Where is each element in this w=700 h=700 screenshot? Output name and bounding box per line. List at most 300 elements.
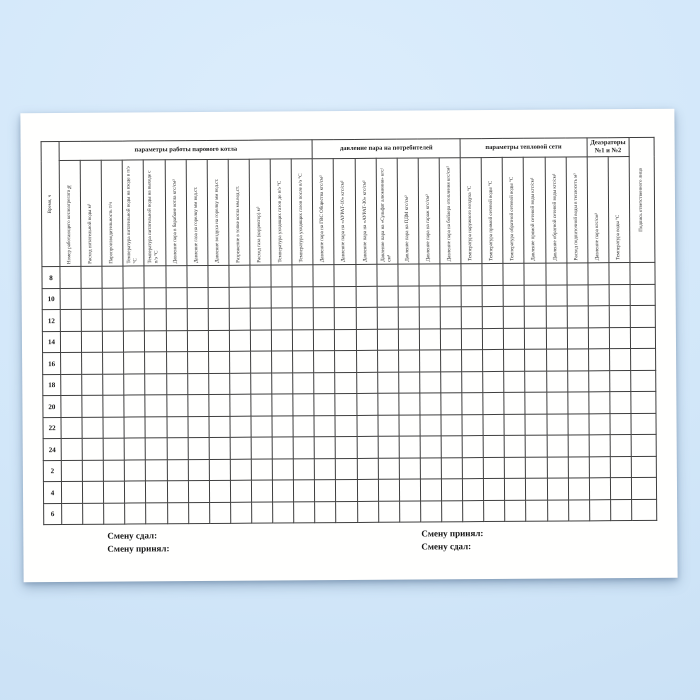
log-cell [568,500,589,522]
column-header-boiler-number: Номер работающего котлоагрегата № [59,161,81,267]
log-cell [292,265,313,287]
hour-label: 24 [43,439,61,461]
log-cell [377,329,398,351]
log-cell [146,438,167,460]
log-cell [272,437,293,459]
log-cell [462,436,483,458]
log-cell [567,349,588,371]
log-cell [630,306,655,328]
log-cell [356,351,377,373]
column-header-steam-output: Паропроизводительность т/ч [101,160,123,266]
log-cell [167,416,188,438]
log-cell [463,479,484,501]
log-cell [83,503,104,525]
log-cell [103,331,124,353]
log-cell [336,501,357,523]
log-cell [419,329,440,351]
log-cell [630,284,655,306]
log-cell [294,501,315,523]
log-cell [82,417,103,439]
log-cell [103,374,124,396]
log-cell [104,460,125,482]
log-cell [102,266,123,288]
log-cell [610,435,631,457]
column-header-air-pressure-burner: Давление воздуха на горелку мм вод.ст. [207,160,229,266]
log-cell [273,480,294,502]
log-cell [166,373,187,395]
log-cell [419,286,440,308]
column-header-steam-pressure-pdm: Давление пара на ПДМ кгс/см² [397,158,419,264]
log-cell [82,352,103,374]
log-cell [419,307,440,329]
log-cell [461,307,482,329]
signature-column-header [629,137,655,262]
hour-label: 16 [43,353,61,375]
log-cell [271,265,292,287]
log-cell [314,437,335,459]
log-cell [314,329,335,351]
log-cell [146,460,167,482]
log-cell [567,392,588,414]
log-cell [588,306,609,328]
log-cell [526,500,547,522]
hour-label: 2 [43,460,61,482]
hour-label: 6 [44,503,62,525]
log-cell [420,415,441,437]
log-cell [399,479,420,501]
log-table-body [42,263,657,525]
log-cell [272,394,293,416]
log-cell [251,437,272,459]
group-steam-pressure-consumers: давление пара на потребителей [312,139,460,159]
log-cell [314,308,335,330]
log-cell [293,415,314,437]
log-cell [631,435,656,457]
log-cell [167,438,188,460]
log-cell [398,329,419,351]
log-cell [547,435,568,457]
log-cell [483,414,504,436]
log-cell [420,372,441,394]
log-cell [292,308,313,330]
log-cell [483,457,504,479]
log-cell [336,480,357,502]
log-cell [377,393,398,415]
column-header-return-network-water-temp: Температура обратной сетевой воды °С [502,158,524,264]
log-cell [420,479,441,501]
log-cell [610,499,631,521]
log-cell [567,306,588,328]
hour-label: 10 [42,288,60,310]
log-cell [335,286,356,308]
column-header-steam-pressure-garage: Давление пара на гараж кгс/см² [418,158,440,264]
log-cell [230,437,251,459]
log-cell [609,327,630,349]
log-cell [146,481,167,503]
log-cell [315,480,336,502]
log-cell [167,502,188,524]
log-cell [525,306,546,328]
log-cell [588,284,609,306]
group-boiler-parameters: параметры работы парового котла [59,140,312,161]
log-cell [146,503,167,525]
log-cell [630,327,655,349]
log-cell [272,459,293,481]
log-cell [124,331,145,353]
log-cell [441,414,462,436]
log-cell [272,373,293,395]
log-cell [420,393,441,415]
log-cell [589,456,610,478]
log-cell [546,414,567,436]
column-header-steam-pressure-boilers: Давление пара на бойлера отопления кгс/см² [439,158,461,264]
log-cell [504,328,525,350]
log-cell [251,373,272,395]
log-cell [60,331,81,353]
log-cell [293,372,314,394]
log-cell [61,482,82,504]
log-cell [229,351,250,373]
hour-label: 8 [42,267,60,289]
log-cell [271,287,292,309]
log-cell [610,392,631,414]
log-cell [441,350,462,372]
log-cell [357,480,378,502]
log-cell [356,372,377,394]
column-header-steam-pressure-gvs: Давление пара на ГВС Общества кгс/см² [313,159,335,265]
log-cell [398,264,419,286]
column-header-return-network-water-pressure: Давление обратной сетевой воды кгс/см² [545,157,567,263]
log-cell [230,502,251,524]
hour-label: 20 [43,396,61,418]
log-cell [82,438,103,460]
log-cell [314,394,335,416]
log-cell [272,351,293,373]
column-header-deaerator-steam-pressure: Давление пара кгс/см² [587,157,609,263]
log-cell [482,264,503,286]
log-cell [81,288,102,310]
log-cell [567,371,588,393]
log-cell [209,416,230,438]
log-cell [546,285,567,307]
log-cell [547,457,568,479]
log-cell [144,266,165,288]
log-cell [125,460,146,482]
log-cell [61,353,82,375]
column-header-gas-pressure-burner: Давление газа на горелку мм вод.ст. [186,160,208,266]
log-cell [336,437,357,459]
log-cell [145,288,166,310]
log-cell [188,502,209,524]
log-cell [567,285,588,307]
log-cell [526,457,547,479]
log-cell [61,396,82,418]
log-cell [145,309,166,331]
log-cell [461,328,482,350]
log-cell [378,479,399,501]
log-cell [503,285,524,307]
log-cell [356,308,377,330]
log-cell [441,457,462,479]
log-cell [335,415,356,437]
log-cell [545,263,566,285]
log-cell [504,414,525,436]
log-cell [335,308,356,330]
log-cell [399,458,420,480]
log-cell [546,328,567,350]
log-cell [398,372,419,394]
log-cell [419,350,440,372]
shift-signatures-right [421,527,483,554]
time-column-label: Время, ч [47,194,53,214]
log-cell [589,413,610,435]
column-header-makeup-water-flow: Расход подпиточной воды в теплосеть м³ [566,157,588,263]
log-cell [631,349,656,371]
log-cell [631,370,656,392]
shift-handed-over-label: Смену сдал: [421,541,472,552]
log-cell [208,352,229,374]
log-cell [589,499,610,521]
log-cell [83,481,104,503]
log-cell [61,374,82,396]
log-cell [251,394,272,416]
log-cell [230,394,251,416]
log-cell [441,436,462,458]
log-cell [524,285,545,307]
log-cell [293,458,314,480]
log-cell [462,414,483,436]
log-cell [503,264,524,286]
hour-label: 4 [43,482,61,504]
log-cell [504,350,525,372]
log-cell [610,456,631,478]
log-cell [125,503,146,525]
log-cell [123,266,144,288]
log-cell [589,478,610,500]
log-cell [251,416,272,438]
log-cell [399,436,420,458]
log-cell [482,307,503,329]
log-cell [440,264,461,286]
log-cell [166,287,187,309]
log-cell [145,374,166,396]
log-cell [609,349,630,371]
log-cell [250,330,271,352]
log-cell [378,501,399,523]
column-header-drum-steam-pressure: Давление пара в барабане котла кгс/см² [165,160,187,266]
log-cell [187,373,208,395]
log-cell [230,373,251,395]
log-cell [483,436,504,458]
log-cell [314,415,335,437]
log-cell [123,288,144,310]
log-cell [187,309,208,331]
log-cell [357,458,378,480]
log-cell [208,330,229,352]
log-cell [525,328,546,350]
log-cell [631,413,656,435]
log-cell [609,263,630,285]
log-cell [440,307,461,329]
log-cell [314,351,335,373]
log-cell [377,307,398,329]
log-cell [252,502,273,524]
log-cell [271,308,292,330]
log-cell [462,457,483,479]
log-cell [335,394,356,416]
shift-signatures [23,526,677,554]
log-cell [399,393,420,415]
log-cell [61,439,82,461]
log-cell [208,373,229,395]
log-cell [209,459,230,481]
log-cell [167,481,188,503]
log-cell [188,416,209,438]
log-cell [293,329,314,351]
column-header-flue-gas-temp-after: Температура уходящих газов после в/э °С [291,159,313,265]
column-header-flue-gas-temp-before: Температура уходящих газов до в/э °С [270,159,292,265]
log-cell [102,309,123,331]
log-cell [209,502,230,524]
log-cell [482,285,503,307]
log-cell [631,456,656,478]
log-cell [313,265,334,287]
log-cell [377,286,398,308]
log-cell [188,438,209,460]
log-cell [293,437,314,459]
log-cell [271,330,292,352]
log-cell [313,286,334,308]
log-cell [399,501,420,523]
boiler-log-table [41,137,658,526]
log-cell [440,285,461,307]
log-cell [398,286,419,308]
log-cell [187,330,208,352]
log-cell [165,266,186,288]
log-cell [546,349,567,371]
column-header-feedwater-flow: Расход питательной воды м³ [80,160,102,266]
log-cell [440,328,461,350]
log-cell [568,478,589,500]
log-cell [357,415,378,437]
log-cell [82,460,103,482]
log-cell [166,395,187,417]
log-cell [526,478,547,500]
log-cell [230,416,251,438]
column-header-feedwater-temp-out: Температура питательной воды на выходе с п/э °С [144,160,166,266]
log-cell [293,394,314,416]
log-cell [441,393,462,415]
log-cell [546,392,567,414]
log-cell [145,352,166,374]
log-cell [103,395,124,417]
log-cell [336,458,357,480]
log-cell [567,328,588,350]
log-cell [104,503,125,525]
log-cell [82,395,103,417]
log-cell [568,414,589,436]
log-cell [187,395,208,417]
log-cell [461,285,482,307]
hour-label: 14 [42,331,60,353]
log-cell [610,370,631,392]
log-cell [589,435,610,457]
column-header-steam-pressure-aurat30: Давление пара на «АУРАТ-30» кгс/см² [355,159,377,265]
log-cell [209,395,230,417]
log-cell [251,480,272,502]
column-header-furnace-vacuum: Разрежение в топке котла мм.вод.ст. [228,159,250,265]
column-header-row [41,157,655,267]
log-cell [547,478,568,500]
log-cell [166,352,187,374]
log-cell [292,286,313,308]
log-cell [442,500,463,522]
log-cell [588,327,609,349]
hour-label: 12 [42,310,60,332]
log-cell [461,264,482,286]
log-cell [188,459,209,481]
log-cell [420,458,441,480]
log-cell [567,263,588,285]
log-cell [546,371,567,393]
log-cell [60,310,81,332]
log-cell [124,395,145,417]
log-cell [462,393,483,415]
log-cell [357,437,378,459]
log-cell [145,331,166,353]
log-cell [505,479,526,501]
log-cell [314,372,335,394]
log-cell [378,458,399,480]
log-cell [250,287,271,309]
log-cell [398,350,419,372]
log-cell [61,460,82,482]
log-cell [610,413,631,435]
log-cell [315,458,336,480]
log-cell [546,306,567,328]
log-cell [504,393,525,415]
log-cell [609,306,630,328]
log-cell [293,351,314,373]
time-column-header [41,142,60,267]
log-cell [441,371,462,393]
log-cell [505,500,526,522]
paper-sheet [20,109,677,583]
log-cell [631,392,656,414]
log-cell [60,267,81,289]
column-header-gas-flow-corrector: Расход газа (корректор) м³ [249,159,271,265]
log-cell [209,438,230,460]
log-cell [104,481,125,503]
log-cell [420,501,441,523]
log-cell [609,284,630,306]
log-cell [525,392,546,414]
log-cell [81,266,102,288]
group-heat-network-parameters: параметры тепловой сети [460,138,587,158]
log-cell [378,436,399,458]
log-cell [378,415,399,437]
log-cell [335,372,356,394]
log-cell [250,265,271,287]
log-cell [335,351,356,373]
log-cell [547,500,568,522]
log-cell [145,417,166,439]
log-cell [610,478,631,500]
log-cell [145,395,166,417]
log-cell [483,393,504,415]
log-cell [167,459,188,481]
log-cell [103,352,124,374]
